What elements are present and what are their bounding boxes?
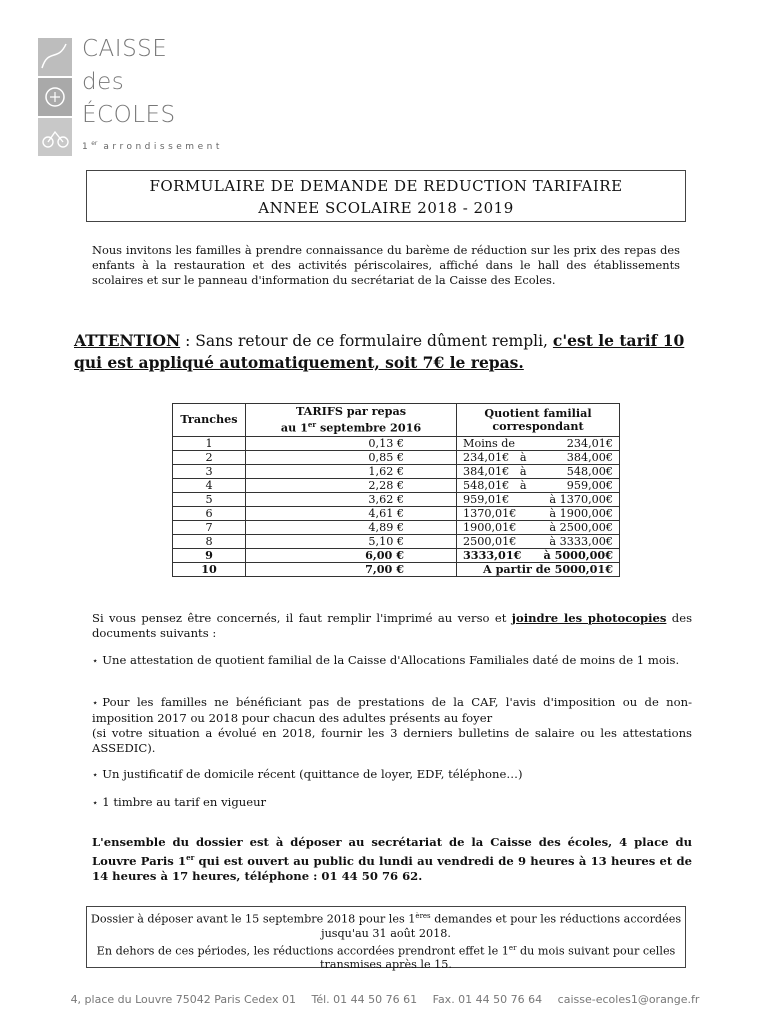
quotient-range bbox=[463, 549, 613, 562]
table-row bbox=[173, 478, 620, 492]
quotient-cell bbox=[457, 492, 620, 506]
deposit-text-b: qui est ouvert au public du lundi au vendredi de 9 heures à 13 heures et de 14 heures à 17 heures, téléphone : 01 44 50 76 62. bbox=[92, 853, 692, 883]
header-quotient-line1: Quotient familial bbox=[484, 405, 592, 420]
deposit-text-a: L'ensemble du dossier est à déposer au secrétariat de la Caisse des écoles, 4 place du Louvre Paris 1 bbox=[92, 835, 692, 868]
star-icon: ⋆ bbox=[92, 770, 99, 781]
tarif-table bbox=[172, 403, 620, 577]
intro-paragraph: Nous invitons les familles à prendre connaissance du barème de réduction sur les prix des repas des enfants à la restauration et des activités périscolaires, affiché dans le hall des établissements scolaires et sur le panneau d'information du secrétariat de la Caisse des Ecoles. bbox=[92, 243, 680, 287]
quotient-from: 2500,01€ bbox=[463, 534, 517, 548]
quotient-from: 548,01€ à bbox=[463, 478, 527, 492]
tranche-cell: 2 bbox=[173, 450, 246, 464]
tarif-cell: 4,89 € bbox=[246, 520, 457, 534]
tarif-cell: 3,62 € bbox=[246, 492, 457, 506]
quotient-to: 234,01€ bbox=[566, 436, 613, 450]
quotient-to: à 1370,00€ bbox=[549, 492, 613, 506]
header-tarifs-au: au 1 bbox=[280, 420, 308, 435]
table-row bbox=[173, 520, 620, 534]
quotient-cell bbox=[457, 534, 620, 548]
logo-sub-num: 1 bbox=[82, 142, 92, 152]
quotient-to: à 2500,00€ bbox=[549, 520, 613, 534]
star-icon: ⋆ bbox=[92, 698, 99, 709]
bullet-text-3: Un justificatif de domicile récent (quittance de loyer, EDF, téléphone…) bbox=[102, 767, 523, 781]
bullet-text-1: Une attestation de quotient familial de la Caisse d'Allocations Familiales daté de moins de 1 mois. bbox=[102, 653, 680, 667]
table-row bbox=[173, 450, 620, 464]
quotient-from: 384,01€ à bbox=[463, 464, 527, 478]
footer-email: caisse-ecoles1@orange.fr bbox=[557, 993, 700, 1006]
tranche-cell: 9 bbox=[173, 548, 246, 562]
documents-intro bbox=[92, 611, 692, 641]
header-tarifs bbox=[246, 404, 457, 437]
logo-sub-sup: er bbox=[91, 140, 98, 147]
header-tarifs-date: septembre 2016 bbox=[316, 420, 422, 435]
table-row bbox=[173, 436, 620, 450]
quotient-range bbox=[463, 493, 613, 506]
table-header-row bbox=[173, 404, 620, 437]
bullet-text-4: 1 timbre au tarif en vigueur bbox=[102, 795, 267, 809]
tarif-cell: 1,62 € bbox=[246, 464, 457, 478]
tranche-cell: 3 bbox=[173, 464, 246, 478]
quotient-from: Moins de bbox=[463, 436, 516, 450]
header-quotient bbox=[457, 404, 620, 437]
bullet-item bbox=[92, 767, 692, 783]
tarif-cell: 0,13 € bbox=[246, 436, 457, 450]
logo-line-ecoles: ÉCOLES bbox=[82, 102, 176, 128]
attention-sep: : bbox=[180, 332, 196, 350]
quotient-to: à 3333,00€ bbox=[549, 534, 613, 548]
footer-address: 4, place du Louvre 75042 Paris Cedex 01 bbox=[70, 993, 296, 1006]
tarif-cell: 2,28 € bbox=[246, 478, 457, 492]
quotient-range bbox=[463, 451, 613, 464]
quotient-cell bbox=[457, 464, 620, 478]
quotient-from: 3333,01€ bbox=[463, 547, 522, 562]
title-box bbox=[86, 170, 686, 222]
note-text-b: demandes et pour les réductions accordées jusqu'au 31 août 2018. bbox=[321, 912, 682, 940]
note-text-a: Dossier à déposer avant le 15 septembre 2018 pour les 1 bbox=[90, 912, 416, 926]
footer bbox=[0, 993, 770, 1006]
note-sup-2: er bbox=[508, 943, 517, 952]
attention-bold: c'est le tarif 10 qui est appliqué automatiquement, soit 7€ le repas. bbox=[74, 331, 685, 372]
quotient-to: 548,00€ bbox=[566, 464, 613, 478]
note-text-c: En dehors de ces périodes, les réductions accordées prendront effet le 1 bbox=[96, 944, 509, 958]
quotient-to: 959,00€ bbox=[566, 478, 613, 492]
quotient-range bbox=[463, 465, 613, 478]
bullet-text-2: Pour les familles ne bénéficiant pas de prestations de la CAF, l'avis d'imposition ou de non-imposition 2017 ou 2018 pour chacun des adultes présents au foyer bbox=[92, 695, 692, 725]
quotient-range bbox=[463, 521, 613, 534]
quotient-cell bbox=[457, 520, 620, 534]
quotient-cell bbox=[457, 478, 620, 492]
footer-tel: Tél. 01 44 50 76 61 bbox=[311, 993, 418, 1006]
tranche-cell: 10 bbox=[173, 562, 246, 576]
tarif-cell: 7,00 € bbox=[246, 562, 457, 576]
table-row bbox=[173, 562, 620, 576]
quotient-cell bbox=[457, 548, 620, 562]
documents-intro-bold: joindre les photocopies bbox=[511, 611, 667, 625]
footer-fax: Fax. 01 44 50 76 64 bbox=[432, 993, 543, 1006]
quotient-from: A partir de 5000,01€ bbox=[483, 561, 613, 576]
quotient-from: 1370,01€ bbox=[463, 506, 517, 520]
logo-mark bbox=[38, 38, 72, 156]
bullet-item bbox=[92, 653, 692, 669]
header-tarifs-sup: er bbox=[307, 420, 317, 429]
quotient-range bbox=[463, 535, 613, 548]
star-icon: ⋆ bbox=[92, 656, 99, 667]
quotient-from: 234,01€ à bbox=[463, 450, 527, 464]
tarif-cell: 4,61 € bbox=[246, 506, 457, 520]
tranche-cell: 6 bbox=[173, 506, 246, 520]
quotient-range bbox=[463, 437, 613, 450]
table-row bbox=[173, 492, 620, 506]
logo-line-des: des bbox=[82, 69, 125, 95]
tarif-cell: 0,85 € bbox=[246, 450, 457, 464]
note-sup-1: ères bbox=[415, 912, 431, 920]
attention-label: ATTENTION bbox=[74, 331, 181, 350]
tarif-cell: 5,10 € bbox=[246, 534, 457, 548]
quotient-from: 1900,01€ bbox=[463, 520, 517, 534]
quotient-to: à 1900,00€ bbox=[549, 506, 613, 520]
quotient-cell bbox=[457, 506, 620, 520]
table-row bbox=[173, 548, 620, 562]
deposit-instructions bbox=[92, 835, 692, 884]
quotient-to: 384,00€ bbox=[566, 450, 613, 464]
logo-subtitle bbox=[82, 140, 223, 152]
tranche-cell: 4 bbox=[173, 478, 246, 492]
header-tranches: Tranches bbox=[173, 404, 246, 437]
logo-line-caisse: CAISSE bbox=[82, 36, 168, 62]
tranche-cell: 7 bbox=[173, 520, 246, 534]
title-line-1: FORMULAIRE DE DEMANDE DE REDUCTION TARIFAIRE bbox=[149, 177, 623, 195]
header-quotient-line2: correspondant bbox=[492, 418, 584, 433]
quotient-range bbox=[463, 479, 613, 492]
deposit-sup: er bbox=[186, 853, 195, 862]
bullet-item bbox=[92, 695, 692, 756]
note-text-d: du mois suivant pour celles transmises après le 15. bbox=[320, 944, 676, 972]
quotient-from: 959,01€ bbox=[463, 492, 510, 506]
table-row bbox=[173, 534, 620, 548]
tarif-cell: 6,00 € bbox=[246, 548, 457, 562]
header-tarifs-line1: TARIFS par repas bbox=[295, 404, 407, 418]
documents-intro-tail: des documents suivants : bbox=[92, 611, 693, 640]
deadline-note-box bbox=[86, 906, 686, 972]
logo-sub-text: arrondissement bbox=[103, 142, 223, 152]
tranche-cell: 5 bbox=[173, 492, 246, 506]
tranche-cell: 8 bbox=[173, 534, 246, 548]
title-line-2: ANNEE SCOLAIRE 2018 - 2019 bbox=[258, 199, 514, 217]
bullet-item bbox=[92, 795, 692, 811]
quotient-to: à 5000,00€ bbox=[543, 547, 613, 562]
tranche-cell: 1 bbox=[173, 436, 246, 450]
quotient-cell bbox=[457, 450, 620, 464]
attention-notice bbox=[74, 330, 698, 374]
bullet-text-2-extra: (si votre situation a évolué en 2018, fournir les 3 derniers bulletins de salaire ou les attestations ASSEDIC). bbox=[92, 726, 692, 755]
documents-intro-text: Si vous pensez être concernés, il faut remplir l'imprimé au verso et bbox=[92, 611, 512, 625]
table-row bbox=[173, 506, 620, 520]
quotient-range bbox=[463, 563, 613, 576]
quotient-range bbox=[463, 507, 613, 520]
table-row bbox=[173, 464, 620, 478]
attention-text: Sans retour de ce formulaire dûment rempli, bbox=[195, 332, 553, 350]
quotient-cell bbox=[457, 436, 620, 450]
star-icon: ⋆ bbox=[92, 798, 99, 809]
quotient-cell bbox=[457, 562, 620, 576]
